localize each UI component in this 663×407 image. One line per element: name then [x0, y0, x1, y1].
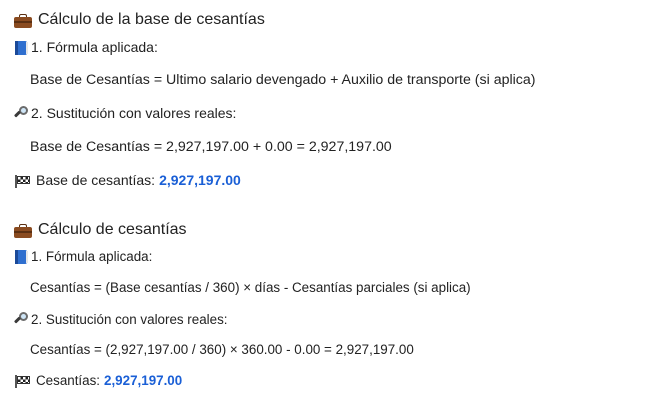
- result-value: 2,927,197.00: [104, 373, 183, 388]
- substitution-value: Cesantías = (2,927,197.00 / 360) × 360.00 - 0.00 = 2,927,197.00: [30, 342, 414, 357]
- formula-step-row: [14, 39, 158, 55]
- chequered-flag-icon: [15, 175, 30, 188]
- blue-book-icon: [14, 249, 29, 264]
- briefcase-icon: [14, 14, 32, 28]
- result-row: [15, 172, 241, 188]
- formula-text: [30, 72, 536, 88]
- substitution-step-row: [14, 311, 228, 327]
- formula-step-label: 1. Fórmula aplicada:: [31, 249, 153, 264]
- result-label: Base de cesantías:: [36, 172, 156, 188]
- result-label: Cesantías:: [36, 373, 101, 388]
- section-title-row: [14, 11, 265, 29]
- substitution-step-row: [14, 105, 236, 121]
- chequered-flag-icon: [15, 375, 30, 388]
- substitution-text: [30, 342, 414, 357]
- formula-value: Cesantías = (Base cesantías / 360) × días - Cesantías parciales (si aplica): [30, 280, 471, 295]
- briefcase-icon: [14, 224, 32, 238]
- formula-value: Base de Cesantías = Ultimo salario devengado + Auxilio de transporte (si aplica): [30, 72, 536, 88]
- substitution-text: [30, 139, 392, 155]
- section-title: Cálculo de la base de cesantías: [38, 11, 265, 28]
- substitution-value: Base de Cesantías = 2,927,197.00 + 0.00 = 2,927,197.00: [30, 139, 392, 155]
- blue-book-icon: [14, 40, 29, 55]
- formula-step-row: [14, 249, 152, 264]
- result-row: [15, 373, 182, 388]
- result-value: 2,927,197.00: [159, 172, 241, 188]
- substitution-step-label: 2. Sustitución con valores reales:: [31, 105, 237, 121]
- section-title: Cálculo de cesantías: [38, 221, 187, 238]
- magnifying-glass-icon: [14, 105, 30, 121]
- formula-text: [30, 280, 471, 295]
- substitution-step-label: 2. Sustitución con valores reales:: [31, 311, 228, 327]
- section-title-row: [14, 221, 187, 239]
- formula-step-label: 1. Fórmula aplicada:: [31, 39, 158, 55]
- magnifying-glass-icon: [14, 311, 30, 327]
